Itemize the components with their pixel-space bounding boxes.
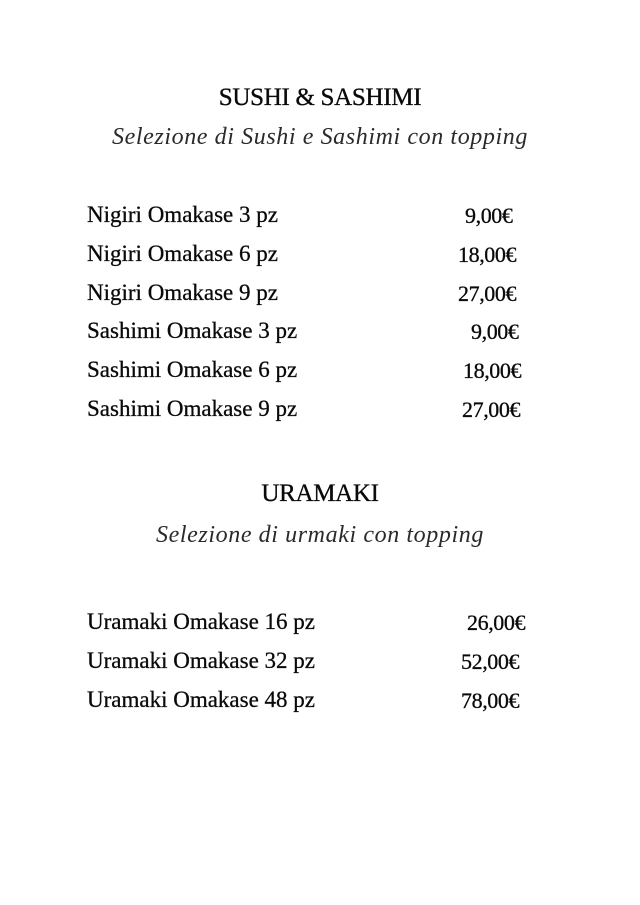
menu-item-name: Nigiri Omakase 9 pz xyxy=(87,280,278,305)
menu-item-name: Nigiri Omakase 3 pz xyxy=(87,202,278,227)
section-title-sushi-sashimi: SUSHI & SASHIMI xyxy=(218,84,422,111)
menu-item-price: 18,00€ xyxy=(463,358,522,383)
menu-item-name: Uramaki Omakase 16 pz xyxy=(87,609,316,634)
menu-item-name: Sashimi Omakase 9 pz xyxy=(87,396,298,421)
section-subtitle-sushi-sashimi: Selezione di Sushi e Sashimi con topping xyxy=(112,124,528,150)
menu-item-name: Nigiri Omakase 6 pz xyxy=(87,241,278,266)
menu-item-name: Uramaki Omakase 32 pz xyxy=(87,648,316,673)
menu-item-name: Sashimi Omakase 6 pz xyxy=(87,357,298,382)
menu-item-price: 26,00€ xyxy=(467,610,526,635)
section-title-uramaki: URAMAKI xyxy=(261,480,379,507)
menu-item-price: 52,00€ xyxy=(461,649,520,674)
menu-item-price: 78,00€ xyxy=(461,688,520,713)
section-subtitle-uramaki: Selezione di urmaki con topping xyxy=(156,522,484,548)
menu-item-price: 27,00€ xyxy=(462,397,521,422)
menu-item-name: Sashimi Omakase 3 pz xyxy=(87,318,298,343)
menu-item-price: 18,00€ xyxy=(458,242,517,267)
menu-item-price: 9,00€ xyxy=(465,203,513,228)
menu-item-name: Uramaki Omakase 48 pz xyxy=(87,687,316,712)
menu-item-price: 9,00€ xyxy=(471,319,519,344)
menu-item-price: 27,00€ xyxy=(458,281,517,306)
